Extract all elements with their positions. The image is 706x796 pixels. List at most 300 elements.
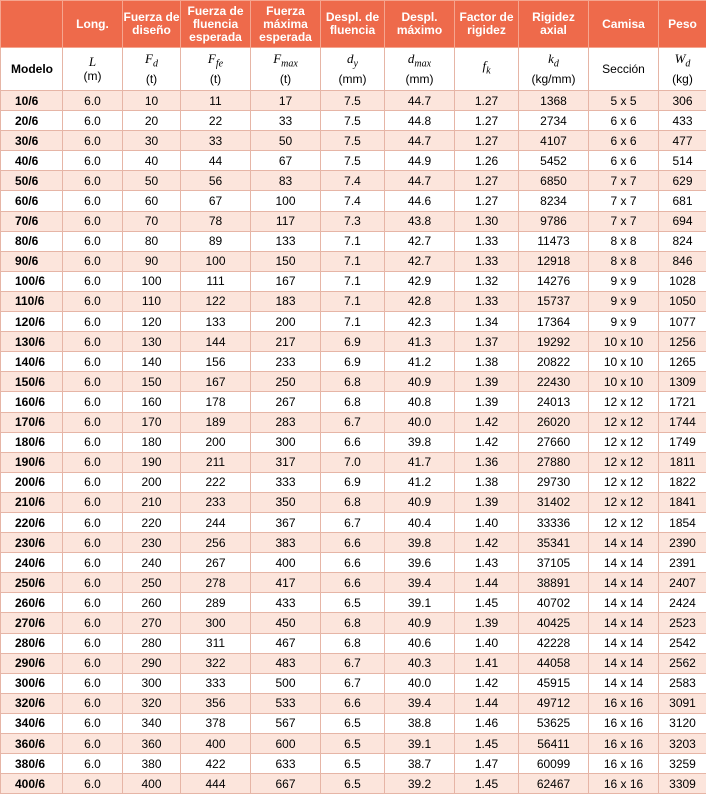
table-row [1, 734, 706, 754]
cell-fmax: 283 [251, 412, 321, 432]
cell-kd: 60099 [519, 754, 589, 774]
header-model [1, 1, 63, 48]
cell-camisa: 6 x 6 [589, 111, 659, 131]
cell-dy: 6.7 [321, 673, 385, 693]
table-row [1, 251, 706, 271]
symbol-cell-kd [519, 48, 589, 91]
cell-camisa: 9 x 9 [589, 271, 659, 291]
cell-fk: 1.38 [455, 352, 519, 372]
table-row [1, 332, 706, 352]
cell-dy: 7.0 [321, 452, 385, 472]
cell-model: 190/6 [1, 452, 63, 472]
cell-kd: 6850 [519, 171, 589, 191]
cell-fd: 200 [123, 472, 181, 492]
cell-ffe: 89 [181, 231, 251, 251]
cell-camisa: 12 x 12 [589, 512, 659, 532]
cell-fd: 140 [123, 352, 181, 372]
table-row [1, 472, 706, 492]
cell-dy: 6.8 [321, 372, 385, 392]
cell-ffe: 156 [181, 352, 251, 372]
table-row [1, 111, 706, 131]
cell-fd: 340 [123, 713, 181, 733]
cell-fd: 160 [123, 392, 181, 412]
cell-dmax: 39.1 [385, 593, 455, 613]
cell-camisa: 9 x 9 [589, 291, 659, 311]
cell-fk: 1.30 [455, 211, 519, 231]
cell-fd: 360 [123, 734, 181, 754]
cell-ffe: 111 [181, 271, 251, 291]
cell-fd: 50 [123, 171, 181, 191]
cell-camisa: 14 x 14 [589, 533, 659, 553]
cell-fk: 1.27 [455, 91, 519, 111]
cell-fk: 1.45 [455, 593, 519, 613]
cell-fk: 1.39 [455, 392, 519, 412]
cell-peso: 3120 [659, 713, 706, 733]
cell-model: 60/6 [1, 191, 63, 211]
cell-camisa: 5 x 5 [589, 91, 659, 111]
cell-ffe: 400 [181, 734, 251, 754]
cell-fmax: 100 [251, 191, 321, 211]
header-dmax: Despl. máximo [385, 1, 455, 48]
cell-peso: 2542 [659, 633, 706, 653]
symbol-dmax: $d_{max}$ [407, 51, 432, 70]
cell-dy: 6.7 [321, 512, 385, 532]
cell-fmax: 600 [251, 734, 321, 754]
cell-long: 6.0 [63, 492, 123, 512]
cell-fk: 1.40 [455, 633, 519, 653]
cell-kd: 44058 [519, 653, 589, 673]
symbol-peso: $W_d$ [674, 51, 691, 70]
cell-fk: 1.39 [455, 492, 519, 512]
cell-dmax: 40.6 [385, 633, 455, 653]
table-row [1, 673, 706, 693]
cell-ffe: 67 [181, 191, 251, 211]
cell-kd: 2734 [519, 111, 589, 131]
cell-camisa: 14 x 14 [589, 653, 659, 673]
cell-fk: 1.38 [455, 472, 519, 492]
cell-model: 130/6 [1, 332, 63, 352]
cell-fk: 1.27 [455, 171, 519, 191]
symbol-long: L [88, 54, 97, 69]
symbol-row [1, 48, 706, 91]
table-row [1, 553, 706, 573]
cell-peso: 2391 [659, 553, 706, 573]
cell-camisa: 7 x 7 [589, 191, 659, 211]
cell-fd: 150 [123, 372, 181, 392]
cell-camisa: 12 x 12 [589, 432, 659, 452]
cell-ffe: 256 [181, 533, 251, 553]
cell-long: 6.0 [63, 251, 123, 271]
cell-fd: 80 [123, 231, 181, 251]
cell-fk: 1.33 [455, 251, 519, 271]
cell-kd: 53625 [519, 713, 589, 733]
cell-peso: 2523 [659, 613, 706, 633]
cell-fmax: 367 [251, 512, 321, 532]
cell-fmax: 217 [251, 332, 321, 352]
cell-fmax: 167 [251, 271, 321, 291]
unit-fmax: (t) [279, 71, 292, 86]
cell-camisa: 14 x 14 [589, 593, 659, 613]
cell-fmax: 183 [251, 291, 321, 311]
cell-long: 6.0 [63, 734, 123, 754]
table-row [1, 271, 706, 291]
cell-fd: 320 [123, 693, 181, 713]
cell-peso: 1811 [659, 452, 706, 472]
symbol-kd: $k_d$ [548, 51, 559, 70]
cell-camisa: 10 x 10 [589, 332, 659, 352]
cell-peso: 1077 [659, 312, 706, 332]
cell-model: 110/6 [1, 291, 63, 311]
cell-kd: 42228 [519, 633, 589, 653]
cell-fmax: 117 [251, 211, 321, 231]
cell-model: 400/6 [1, 774, 63, 794]
cell-fk: 1.39 [455, 372, 519, 392]
cell-long: 6.0 [63, 111, 123, 131]
cell-long: 6.0 [63, 392, 123, 412]
cell-dmax: 44.6 [385, 191, 455, 211]
cell-dy: 6.8 [321, 392, 385, 412]
cell-dmax: 39.8 [385, 432, 455, 452]
cell-ffe: 300 [181, 613, 251, 633]
cell-dmax: 44.7 [385, 91, 455, 111]
cell-model: 380/6 [1, 754, 63, 774]
cell-fk: 1.45 [455, 734, 519, 754]
cell-model: 320/6 [1, 693, 63, 713]
cell-ffe: 200 [181, 432, 251, 452]
cell-fd: 130 [123, 332, 181, 352]
cell-dy: 6.5 [321, 734, 385, 754]
cell-dmax: 41.2 [385, 472, 455, 492]
cell-fd: 190 [123, 452, 181, 472]
cell-fd: 380 [123, 754, 181, 774]
cell-ffe: 278 [181, 573, 251, 593]
cell-camisa: 16 x 16 [589, 693, 659, 713]
symbol-fd: $F_d$ [145, 51, 158, 70]
table-row [1, 211, 706, 231]
cell-dmax: 43.8 [385, 211, 455, 231]
cell-camisa: 16 x 16 [589, 754, 659, 774]
table-row [1, 91, 706, 111]
header-fk: Factor de rigidez [455, 1, 519, 48]
cell-dmax: 42.3 [385, 312, 455, 332]
cell-kd: 19292 [519, 332, 589, 352]
cell-model: 120/6 [1, 312, 63, 332]
cell-peso: 1749 [659, 432, 706, 452]
cell-camisa: 14 x 14 [589, 553, 659, 573]
table-body [1, 91, 706, 794]
cell-kd: 26020 [519, 412, 589, 432]
cell-long: 6.0 [63, 452, 123, 472]
cell-fk: 1.34 [455, 312, 519, 332]
cell-ffe: 178 [181, 392, 251, 412]
cell-peso: 681 [659, 191, 706, 211]
cell-dmax: 39.1 [385, 734, 455, 754]
cell-model: 340/6 [1, 713, 63, 733]
cell-fd: 220 [123, 512, 181, 532]
cell-peso: 1841 [659, 492, 706, 512]
cell-kd: 38891 [519, 573, 589, 593]
cell-fk: 1.45 [455, 774, 519, 794]
cell-peso: 514 [659, 151, 706, 171]
cell-long: 6.0 [63, 512, 123, 532]
cell-dy: 6.5 [321, 713, 385, 733]
cell-ffe: 322 [181, 653, 251, 673]
cell-fmax: 400 [251, 553, 321, 573]
cell-kd: 11473 [519, 231, 589, 251]
cell-ffe: 33 [181, 131, 251, 151]
cell-peso: 2407 [659, 573, 706, 593]
cell-model: 280/6 [1, 633, 63, 653]
cell-kd: 31402 [519, 492, 589, 512]
cell-fk: 1.42 [455, 673, 519, 693]
cell-dmax: 42.7 [385, 251, 455, 271]
table-row [1, 613, 706, 633]
cell-kd: 5452 [519, 151, 589, 171]
cell-dmax: 38.8 [385, 713, 455, 733]
cell-dmax: 40.9 [385, 372, 455, 392]
cell-fmax: 250 [251, 372, 321, 392]
cell-dmax: 41.2 [385, 352, 455, 372]
cell-model: 160/6 [1, 392, 63, 412]
cell-long: 6.0 [63, 693, 123, 713]
cell-fmax: 33 [251, 111, 321, 131]
cell-model: 270/6 [1, 613, 63, 633]
cell-fk: 1.27 [455, 191, 519, 211]
cell-camisa: 14 x 14 [589, 613, 659, 633]
cell-dy: 6.5 [321, 754, 385, 774]
table-row [1, 593, 706, 613]
cell-peso: 1854 [659, 512, 706, 532]
cell-ffe: 189 [181, 412, 251, 432]
cell-long: 6.0 [63, 774, 123, 794]
cell-dmax: 44.8 [385, 111, 455, 131]
cell-fmax: 500 [251, 673, 321, 693]
cell-fmax: 67 [251, 151, 321, 171]
cell-kd: 15737 [519, 291, 589, 311]
cell-long: 6.0 [63, 613, 123, 633]
cell-long: 6.0 [63, 271, 123, 291]
cell-ffe: 167 [181, 372, 251, 392]
cell-peso: 2424 [659, 593, 706, 613]
cell-fk: 1.41 [455, 653, 519, 673]
cell-model: 210/6 [1, 492, 63, 512]
cell-peso: 477 [659, 131, 706, 151]
cell-dmax: 39.2 [385, 774, 455, 794]
cell-model: 300/6 [1, 673, 63, 693]
cell-kd: 40702 [519, 593, 589, 613]
cell-kd: 56411 [519, 734, 589, 754]
symbol-cell-fd [123, 48, 181, 91]
header-fmax: Fuerza máxima esperada [251, 1, 321, 48]
cell-kd: 1368 [519, 91, 589, 111]
cell-ffe: 244 [181, 512, 251, 532]
cell-kd: 9786 [519, 211, 589, 231]
cell-fd: 170 [123, 412, 181, 432]
cell-fd: 180 [123, 432, 181, 452]
symbol-cell-fk [455, 48, 519, 91]
table-row [1, 291, 706, 311]
cell-peso: 1744 [659, 412, 706, 432]
symbol-dy: $d_y$ [347, 51, 358, 70]
cell-kd: 40425 [519, 613, 589, 633]
cell-peso: 846 [659, 251, 706, 271]
cell-kd: 4107 [519, 131, 589, 151]
table-row [1, 312, 706, 332]
cell-fmax: 383 [251, 533, 321, 553]
cell-fmax: 317 [251, 452, 321, 472]
cell-dy: 7.1 [321, 271, 385, 291]
cell-peso: 824 [659, 231, 706, 251]
cell-dy: 7.1 [321, 231, 385, 251]
cell-camisa: 10 x 10 [589, 352, 659, 372]
cell-fd: 270 [123, 613, 181, 633]
table-row [1, 452, 706, 472]
symbol-fk: $f_k$ [482, 58, 491, 77]
cell-camisa: 16 x 16 [589, 734, 659, 754]
cell-fk: 1.27 [455, 131, 519, 151]
cell-fd: 110 [123, 291, 181, 311]
header-fd: Fuerza de diseño [123, 1, 181, 48]
table-row [1, 633, 706, 653]
cell-dmax: 39.4 [385, 693, 455, 713]
cell-ffe: 100 [181, 251, 251, 271]
cell-fk: 1.37 [455, 332, 519, 352]
cell-long: 6.0 [63, 352, 123, 372]
cell-long: 6.0 [63, 312, 123, 332]
cell-camisa: 12 x 12 [589, 452, 659, 472]
cell-camisa: 6 x 6 [589, 131, 659, 151]
cell-fd: 260 [123, 593, 181, 613]
cell-fd: 60 [123, 191, 181, 211]
cell-dmax: 40.4 [385, 512, 455, 532]
cell-ffe: 78 [181, 211, 251, 231]
cell-ffe: 122 [181, 291, 251, 311]
cell-peso: 1309 [659, 372, 706, 392]
cell-model: 180/6 [1, 432, 63, 452]
header-row [1, 1, 706, 48]
cell-peso: 629 [659, 171, 706, 191]
cell-ffe: 222 [181, 472, 251, 492]
cell-long: 6.0 [63, 633, 123, 653]
cell-long: 6.0 [63, 432, 123, 452]
cell-dmax: 39.8 [385, 533, 455, 553]
cell-dy: 7.5 [321, 151, 385, 171]
cell-fmax: 350 [251, 492, 321, 512]
cell-fmax: 17 [251, 91, 321, 111]
header-long: Long. [63, 1, 123, 48]
cell-dy: 6.6 [321, 432, 385, 452]
header-camisa: Camisa [589, 1, 659, 48]
cell-peso: 1721 [659, 392, 706, 412]
cell-fmax: 150 [251, 251, 321, 271]
cell-ffe: 311 [181, 633, 251, 653]
table-row [1, 754, 706, 774]
cell-dy: 7.3 [321, 211, 385, 231]
cell-fd: 240 [123, 553, 181, 573]
cell-camisa: 12 x 12 [589, 492, 659, 512]
cell-long: 6.0 [63, 131, 123, 151]
unit-long: (m) [83, 69, 102, 83]
cell-camisa: 12 x 12 [589, 412, 659, 432]
cell-model: 150/6 [1, 372, 63, 392]
cell-model: 200/6 [1, 472, 63, 492]
cell-peso: 1265 [659, 352, 706, 372]
cell-fd: 20 [123, 111, 181, 131]
cell-dmax: 42.8 [385, 291, 455, 311]
cell-kd: 14276 [519, 271, 589, 291]
unit-kd: (kg/mm) [531, 71, 576, 86]
cell-kd: 33336 [519, 512, 589, 532]
cell-long: 6.0 [63, 332, 123, 352]
cell-kd: 24013 [519, 392, 589, 412]
symbol-camisa: Sección [602, 62, 645, 76]
cell-kd: 27660 [519, 432, 589, 452]
cell-fd: 90 [123, 251, 181, 271]
unit-ffe: (t) [209, 71, 222, 86]
cell-fd: 40 [123, 151, 181, 171]
cell-dy: 6.8 [321, 613, 385, 633]
cell-long: 6.0 [63, 231, 123, 251]
cell-ffe: 211 [181, 452, 251, 472]
cell-dmax: 44.7 [385, 131, 455, 151]
cell-fk: 1.33 [455, 231, 519, 251]
cell-kd: 17364 [519, 312, 589, 332]
cell-kd: 49712 [519, 693, 589, 713]
cell-long: 6.0 [63, 171, 123, 191]
cell-peso: 433 [659, 111, 706, 131]
cell-fmax: 200 [251, 312, 321, 332]
cell-camisa: 8 x 8 [589, 251, 659, 271]
cell-dy: 6.9 [321, 472, 385, 492]
cell-ffe: 144 [181, 332, 251, 352]
table-row [1, 573, 706, 593]
cell-dy: 7.1 [321, 251, 385, 271]
cell-peso: 2562 [659, 653, 706, 673]
cell-model: 90/6 [1, 251, 63, 271]
cell-model: 30/6 [1, 131, 63, 151]
cell-fd: 10 [123, 91, 181, 111]
header-ffe: Fuerza de fluencia esperada [181, 1, 251, 48]
cell-fd: 290 [123, 653, 181, 673]
cell-camisa: 14 x 14 [589, 673, 659, 693]
table-row [1, 392, 706, 412]
cell-fmax: 450 [251, 613, 321, 633]
cell-long: 6.0 [63, 191, 123, 211]
table-row [1, 171, 706, 191]
cell-fd: 30 [123, 131, 181, 151]
cell-ffe: 356 [181, 693, 251, 713]
cell-camisa: 7 x 7 [589, 211, 659, 231]
cell-camisa: 10 x 10 [589, 372, 659, 392]
cell-dmax: 41.7 [385, 452, 455, 472]
cell-fk: 1.47 [455, 754, 519, 774]
cell-dy: 6.7 [321, 653, 385, 673]
cell-fd: 120 [123, 312, 181, 332]
cell-dy: 6.9 [321, 332, 385, 352]
cell-camisa: 12 x 12 [589, 392, 659, 412]
cell-peso: 3203 [659, 734, 706, 754]
cell-dmax: 44.7 [385, 171, 455, 191]
cell-fk: 1.42 [455, 533, 519, 553]
cell-dmax: 40.8 [385, 392, 455, 412]
cell-camisa: 8 x 8 [589, 231, 659, 251]
cell-fd: 280 [123, 633, 181, 653]
cell-fmax: 417 [251, 573, 321, 593]
table-row [1, 492, 706, 512]
unit-dmax: (mm) [405, 71, 434, 86]
cell-fmax: 533 [251, 693, 321, 713]
cell-kd: 8234 [519, 191, 589, 211]
